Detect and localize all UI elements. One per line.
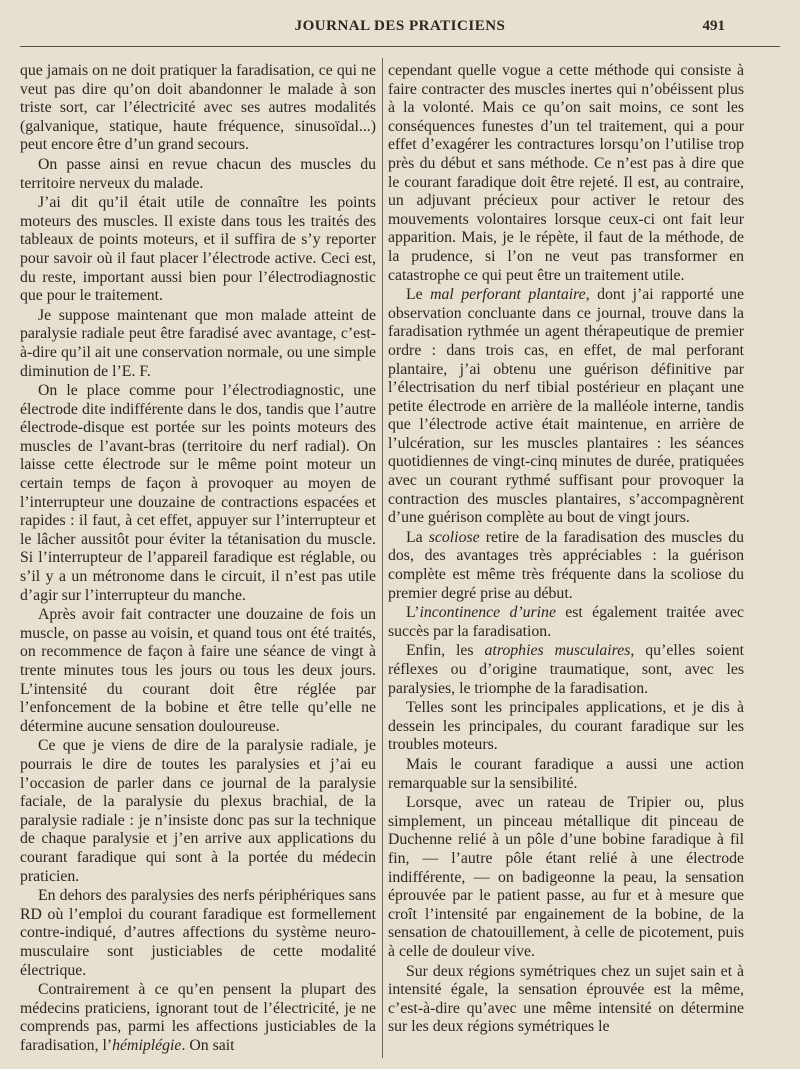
paragraph: Telles sont les principales applications, et je dis à dessein les principales, du courant faradique sur les troubles moteurs. [388,699,744,754]
paragraph: Je suppose maintenant que mon malade atteint de paralysie radiale peut être faradisé avec avantage, c’est-à-dire qu’il ait une conservation normale, ou une simple diminution de l’E. F. [20,306,376,380]
paragraph: Sur deux régions symétriques chez un sujet sain et à intensité égale, la sensation éprouvée est la même, c’est-à-dire qu’avec une même intensité on détermine sur les deux régions symétriques le [388,962,744,1036]
paragraph: J’ai dit qu’il était utile de connaître les points moteurs des muscles. Il existe dans tous les traités des tableaux de points moteurs, et il suffira de s’y reporter pour savoir où il faut placer l’électrode active. Ceci est, du reste, important aussi bien pour l’électrodiagnostic que pour le traitement. [20,194,376,305]
text-run: est également traitée avec succès par la faradisation. [388,604,744,640]
paragraph [388,642,744,698]
column-divider [382,58,383,1058]
header-rule [20,46,780,47]
right-column [388,62,744,1062]
text-run: Contrairement à ce qu’en pensent la plupart des médecins praticiens, ignorant tout de l’électricité, je ne comprends pas, parmi les affections justiciables de la faradisation, l’ [20,981,376,1054]
italic-term: mal perforant plantaire [430,286,586,304]
italic-term: scoliose [428,528,480,546]
italic-term: incontinence d’urine [419,604,556,622]
text-run: . On sait [181,1036,235,1054]
page-number: 491 [702,18,725,34]
paragraph: que jamais on ne doit pratiquer la faradisation, ce qui ne veut pas dire qu’on doit abandonner le malade à son triste sort, car l’électricité avec ses autres modalités (galvanique, statique, haute fréquence, sinusoïdal...) peut encore être d’un grand secours. [20,62,376,154]
text-run: Enfin, les [406,642,485,660]
page-header [20,16,780,44]
italic-term: hémiplégie [112,1036,182,1054]
paragraph: cependant quelle vogue a cette méthode qui consiste à faire contracter des muscles inertes qui n’obéissent plus à la volonté. Mais ce qu’on sait moins, ce sont les conséquences funestes d’un tel traitement, qui a pour effet d’exagérer les contractures lorsqu’on l’utilise trop près du début et sans méthode. Ce n’est pas à dire que le courant faradique doit être rejeté. Il est, au contraire, un adjuvant précieux pour activer le retour des mouvements volontaires lorsque ceux-ci ont fait leur apparition. Mais, je le répète, il faut de la méthode, de la prudence, si l’on ne veut pas transformer en catastrophe ce qui peut être un traitement utile. [388,62,744,284]
paragraph [20,981,376,1055]
italic-term: atrophies musculaires [484,642,631,660]
paragraph: Après avoir fait contracter une douzaine de fois un muscle, on passe au voisin, et quand tous ont été traités, on recommence de façon à faire une séance de vingt à trente minutes tous les jours ou tous les deux jours. L’intensité du courant doit être réglée par l’enfoncement de la bobine et être telle qu’elle ne détermine aucune sensation douloureuse. [20,606,376,735]
running-title: JOURNAL DES PRATICIENS [294,18,506,34]
paragraph [388,604,744,641]
text-run: retire de la faradisation des muscles du dos, des avantages très appréciables : la guérison complète est même très fréquente dans la scoliose du premier degré prise au début. [388,528,744,602]
paragraph: On passe ainsi en revue chacun des muscles du territoire nerveux du malade. [20,155,376,192]
text-run: , dont j’ai rapporté une observation concluante dans ce journal, trouve dans la faradisation rythmée un agent thérapeutique de premier ordre : dans trois cas, en effet, de mal perforant plantaire, j’ai obtenu une guérison définitive par l’électrisation du nerf tibial postérieur en plaçant une petite électrode en arrière de la malléole interne, tandis que l’électrode active était maintenue, en arrière de l’ulcération, sur les muscles plantaires : les séances quotidiennes de vingt-cinq minutes de durée, pratiquées avec un courant rythmé suffisant pour provoquer la contraction des muscles plantaires, s’accompagnèrent d’une guérison complète au bout de vingt jours. [388,286,744,527]
paragraph: Ce que je viens de dire de la paralysie radiale, je pourrais le dire de toutes les paralysies et j’ai eu l’occasion de parler dans ce journal de la paralysie faciale, de la paralysie du plexus brachial, de la paralysie radiale : je n’insiste donc pas sur la technique de chaque paralysie et j’en arrive aux applications du courant faradique qui sont à la portée du médecin praticien. [20,737,376,885]
paragraph: Lorsque, avec un rateau de Tripier ou, plus simplement, un pinceau métallique dit pinceau de Duchenne relié à un pôle d’une bobine faradique à fil fin, — l’autre pôle étant relié à une électrode indifférente, — on badigeonne la peau, la sensation éprouvée par le patient passe, au fur et à mesure que croît l’intensité par engainement de la bobine, de la sensation de chatouillement, à celle de picotement, puis à celle de douleur vive. [388,794,744,960]
paragraph [388,529,744,603]
left-column [20,62,376,1062]
paragraph: Mais le courant faradique a aussi une action remarquable sur la sensibilité. [388,755,744,792]
paragraph [388,286,744,528]
paragraph: On le place comme pour l’électrodiagnostic, une électrode dite indifférente dans le dos, tandis que l’autre électrode-disque est portée sur les points moteurs des muscles de l’avant-bras (territoire du nerf radial). On laisse cette électrode sur le même point moteur un certain temps de façon à provoquer au moyen de l’interrupteur une douzaine de contractions espacées et rapides : il faut, à cet effet, appuyer sur l’interrupteur et le lâcher aussitôt pour éviter la tétanisation du muscle. Si l’interrupteur de l’appareil faradique est réglable, ou s’il y a un métronome dans le circuit, il n’est pas utile d’agir sur l’interrupteur du manche. [20,382,376,604]
paragraph: En dehors des paralysies des nerfs périphériques sans RD où l’emploi du courant faradique est formellement contre-indiqué, d’autres affections du système neuro-musculaire sont justiciables de cette modalité électrique. [20,887,376,979]
text-run: Le [406,286,431,304]
text-run: , qu’elles soient réflexes ou d’origine traumatique, sont, avec les paralysies, le triomphe de la faradisation. [388,642,744,697]
text-run: L’ [406,604,420,622]
text-run: La [406,528,429,546]
